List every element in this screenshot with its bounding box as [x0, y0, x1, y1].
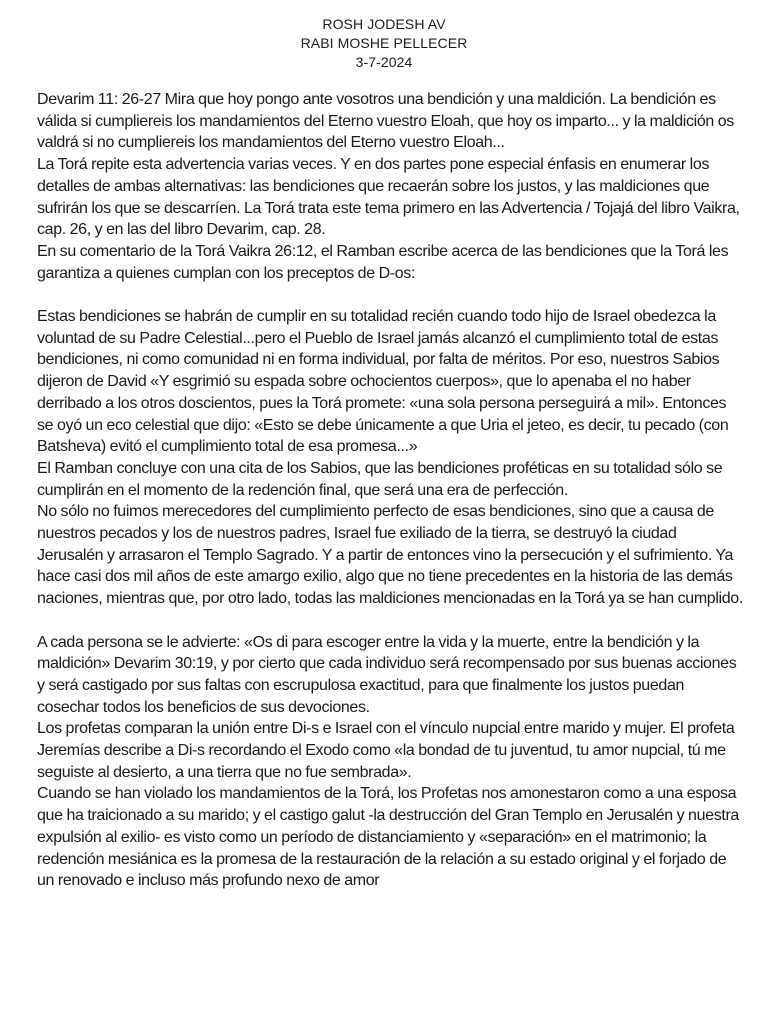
paragraph-tora-warning: La Torá repite esta advertencia varias veces. Y en dos partes pone especial énfasis en enumerar los detalles de ambas alternativas: las bendiciones que recaerán sobre los justos, y las maldiciones que sufrirán los que se descarríen. La Torá trata este tema primero en las Advertencia / Tojajá del libro Vaikra, cap. 26, y en las del libro Devarim, cap. 28.	[37, 156, 740, 239]
paragraph-devarim-quote: Devarim 11: 26-27 Mira que hoy pongo ante vosotros una bendición y una maldición. La bendición es válida si cumpliereis los mandamientos del Eterno vuestro Eloah, que hoy os imparto... y la maldición os valdrá si no cumpliereis los mandamientos del Eterno vuestro Eloah...	[37, 91, 734, 152]
document-date: 3-7-2024	[355, 54, 413, 70]
paragraph-blessings-quote: Estas bendiciones se habrán de cumplir en su totalidad recién cuando todo hijo de Israel obedezca la voluntad de su Padre Celestial...pero el Pueblo de Israel jamás alcanzó el cumplimiento total de estas bendiciones, ni como comunidad ni en forma individual, por falta de méritos. Por eso, nuestros Sabios dijeron de David «Y esgrimió su espada sobre ochocientos cuerpos», que lo apenaba el no haber derribado a los otros doscientos, pues la Torá promete: «una sola persona perseguirá a mil». Entonces se oyó un eco celestial que dijo: «Esto se debe únicamente a que Uria el jeteo, es decir, tu pecado (con Batsheva) evitó el cumplimiento total de esa promesa...»	[37, 308, 729, 456]
document-header	[0, 15, 768, 72]
document-title: ROSH JODESH AV	[322, 16, 446, 32]
paragraph-ramban-intro: En su comentario de la Torá Vaikra 26:12, el Ramban escribe acerca de las bendiciones que la Torá les garantiza a quienes cumplan con los preceptos de D-os:	[37, 242, 729, 282]
paragraph-galut-redemption: Cuando se han violado los mandamientos de la Torá, los Profetas nos amonestaron como a una esposa que ha traicionado a su marido; y el castigo galut -la destrucción del Gran Templo en Jerusalén y nuestra expulsión al exilio- es visto como un período de distanciamiento y «separación» en el matrimonio; la redención mesiánica es la promesa de la restauración de la relación a su estado original y el forjado de un renovado e incluso más profundo nexo de amor	[37, 785, 739, 890]
document-author: RABI MOSHE PELLECER	[300, 35, 468, 51]
paragraph-choice: A cada persona se le advierte: «Os di para escoger entre la vida y la muerte, entre la bendición y la maldición» Devarim 30:19, y por cierto que cada individuo será recompensado por sus buenas acciones y será castigado por sus faltas con escrupulosa exactitud, para que finalmente los justos puedan cosechar todos los beneficios de sus devociones.	[37, 633, 737, 716]
paragraph-ramban-conclusion: El Ramban concluye con una cita de los Sabios, que las bendiciones proféticas en su totalidad sólo se cumplirán en el momento de la redención final, que será una era de perfección.	[37, 459, 723, 499]
paragraph-prophets-marriage: Los profetas comparan la unión entre Di-s e Israel con el vínculo nupcial entre marido y mujer. El profeta Jeremías describe a Di-s recordando el Exodo como «la bondad de tu juventud, tu amor nupcial, tú me seguiste al desierto, a una tierra que no fue sembrada».	[37, 720, 735, 781]
paragraph-exile: No sólo no fuimos merecedores del cumplimiento perfecto de esas bendiciones, sino que a causa de nuestros pecados y los de nuestros padres, Israel fue exiliado de la tierra, se destruyó la ciudad Jerusalén y arrasaron el Templo Sagrado. Y a partir de entonces vino la persecución y el sufrimiento. Ya hace casi dos mil años de este amargo exilio, algo que no tiene precedentes en la historia de las demás naciones, mientras que, por otro lado, todas las maldiciones mencionadas en la Torá ya se han cumplido.	[37, 503, 743, 608]
document-body	[37, 89, 743, 892]
